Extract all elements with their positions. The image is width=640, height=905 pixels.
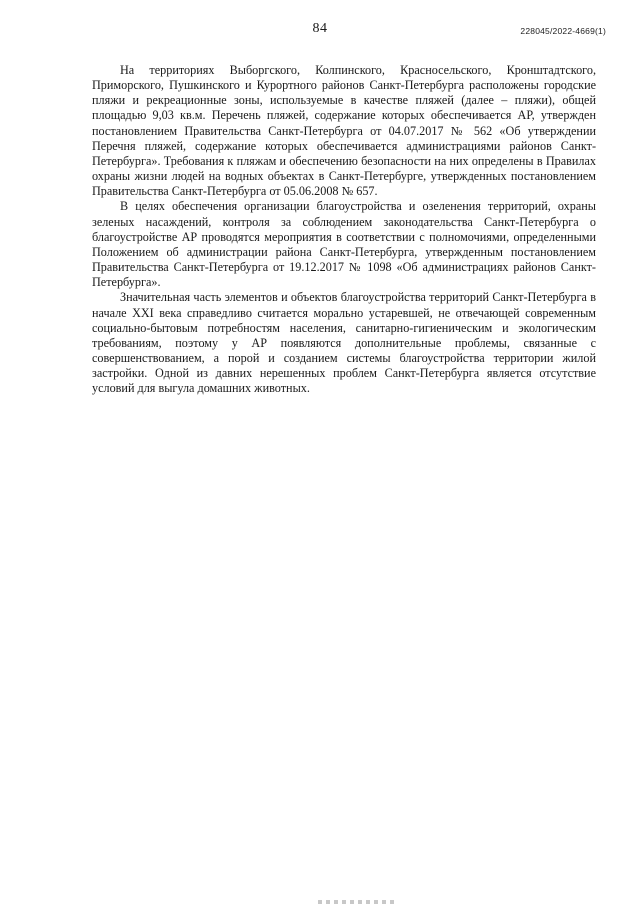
document-id-stamp: 228045/2022-4669(1) bbox=[520, 26, 606, 36]
footer-scan-mark bbox=[318, 900, 396, 904]
paragraph-beaches: На территориях Выборгского, Колпинского, Красносельского, Кронштадтского, Приморского, Пушкинского и Курортного районов Санкт-Петербурга расположены городские пляжи и рекреационные зоны, используемые в качестве пляжей (далее – пляжи), общей площадью 9,03 кв.м. Перечень пляжей, содержание которых обеспечивается АР, утвержден постановлением Правительства Санкт-Петербурга от 04.07.2017 № 562 «Об утверждении Перечня пляжей, содержание которых обеспечивается администрациями районов Санкт-Петербурга». Требования к пляжам и обеспечению безопасности на них определены в Правилах охраны жизни людей на водных объектах в Санкт-Петербурге, утвержденных постановлением Правительства Санкт-Петербурга от 05.06.2008 № 657. bbox=[92, 63, 596, 199]
paragraph-outdated-elements: Значительная часть элементов и объектов благоустройства территорий Санкт-Петербурга в начале XXI века справедливо считается морально устаревшей, не отвечающей современным социально-бытовым потребностям населения, санитарно-гигиеническим и экологическим требованиям, поэтому у АР появляются дополнительные проблемы, связанные с совершенствованием, а порой и созданием системы благоустройства территории жилой застройки. Одной из давних нерешенных проблем Санкт-Петербурга является отсутствие условий для выгула домашних животных. bbox=[92, 290, 596, 396]
document-body bbox=[92, 63, 596, 396]
page-number: 84 bbox=[312, 21, 328, 36]
paragraph-landscaping: В целях обеспечения организации благоустройства и озеленения территорий, охраны зеленых насаждений, контроля за соблюдением законодательства Санкт-Петербурга о благоустройстве АР проводятся мероприятия в соответствии с полномочиями, определенными Положением об администрации района Санкт-Петербурга, утвержденным постановлением Правительства Санкт-Петербурга от 19.12.2017 № 1098 «Об администрациях районов Санкт-Петербурга». bbox=[92, 199, 596, 290]
